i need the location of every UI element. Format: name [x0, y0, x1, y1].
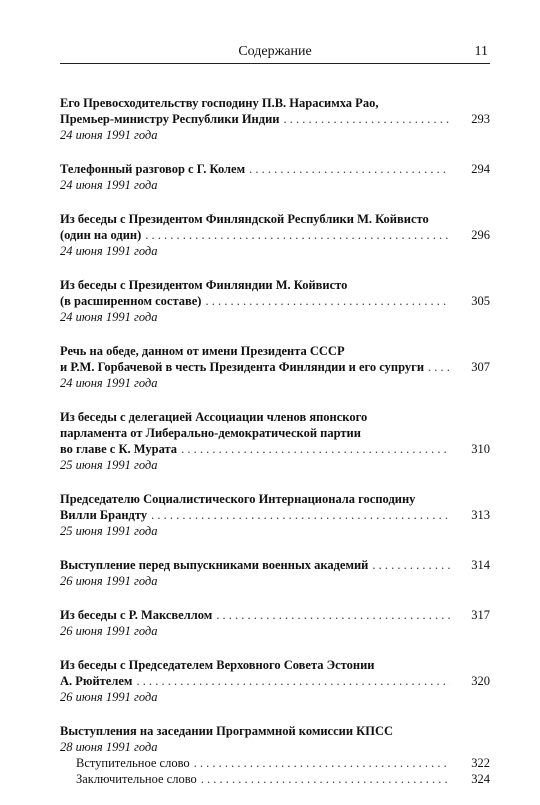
toc-entry: [60, 657, 490, 705]
toc-entry-date: 24 июня 1991 года: [60, 178, 158, 192]
toc-entry-title: Из беседы с Президентом Финляндской Республики М. Койвисто: [60, 212, 429, 226]
toc-entry-title: Телефонный разговор с Г. Колем: [60, 162, 246, 176]
toc-page-number: 317: [471, 608, 490, 622]
toc-entry-date: 26 июня 1991 года: [60, 690, 158, 704]
toc-subentry: [60, 771, 490, 787]
toc-page-number: 314: [471, 558, 490, 572]
toc-entry-title-line: [60, 491, 490, 507]
toc-page-number: 320: [471, 674, 490, 688]
toc-entry-title-line: [60, 95, 490, 111]
toc-entry: [60, 409, 490, 473]
toc-entry-date: 24 июня 1991 года: [60, 244, 158, 258]
toc-entry-title-line: [60, 211, 490, 227]
toc-entry-title-line: [60, 111, 490, 127]
toc-entry-title-line: [60, 359, 490, 375]
toc-entry-title: Премьер-министру Республики Индии: [60, 112, 280, 126]
toc-entry-title: А. Рюйтелем: [60, 674, 133, 688]
toc-subentry: [60, 755, 490, 771]
toc-entry-date: 25 июня 1991 года: [60, 524, 158, 538]
toc-entry-title: Речь на обеде, данном от имени Президента СССР: [60, 344, 345, 358]
toc-entry-title: Из беседы с Председателем Верховного Совета Эстонии: [60, 658, 375, 672]
toc-page-number: 294: [471, 162, 490, 176]
toc-entry-title-line: [60, 441, 490, 457]
dot-leader: [372, 557, 450, 573]
toc-entry: [60, 343, 490, 391]
toc-entry: [60, 161, 490, 193]
toc-page-number: 307: [471, 360, 490, 374]
toc-entry-date: 26 июня 1991 года: [60, 624, 158, 638]
dot-leader: [181, 441, 450, 457]
toc-page-number: 305: [471, 294, 490, 308]
toc-entry-title-line: [60, 607, 490, 623]
toc-subentry-label: Заключительное слово: [76, 772, 197, 786]
table-of-contents: [60, 95, 490, 805]
toc-entry-title: Выступление перед выпускниками военных академий: [60, 558, 369, 572]
toc-entry-date: 24 июня 1991 года: [60, 128, 158, 142]
toc-entry-title-line: [60, 161, 490, 177]
toc-page-number: 324: [471, 772, 490, 786]
dot-leader: [201, 771, 450, 787]
toc-entry: [60, 557, 490, 589]
header-title: Содержание: [238, 44, 312, 59]
toc-entry-title: (один на один): [60, 228, 142, 242]
toc-entry-date: 25 июня 1991 года: [60, 458, 158, 472]
toc-entry-title-line: [60, 507, 490, 523]
toc-entry-title: Председателю Социалистического Интернационала господину: [60, 492, 416, 506]
toc-entry-title: Выступления на заседании Программной комиссии КПСС: [60, 724, 394, 738]
dot-leader: [151, 507, 450, 523]
toc-page-number: 322: [471, 756, 490, 770]
toc-entry-date: 28 июня 1991 года: [60, 740, 158, 754]
toc-entry-title-line: [60, 425, 490, 441]
toc-entry-title-line: [60, 673, 490, 689]
toc-entry: [60, 277, 490, 325]
toc-entry: [60, 95, 490, 143]
toc-entry-title-line: [60, 409, 490, 425]
toc-entry-title-line: [60, 723, 490, 739]
running-header: [60, 41, 490, 64]
toc-entry-title: во главе с К. Мурата: [60, 442, 178, 456]
toc-entry-title: Вилли Брандту: [60, 508, 148, 522]
toc-page-number: 310: [471, 442, 490, 456]
toc-entry-date: 26 июня 1991 года: [60, 574, 158, 588]
toc-entry-title: Его Превосходительству господину П.В. Нарасимха Рао,: [60, 96, 379, 110]
toc-entry-title-line: [60, 277, 490, 293]
toc-entry-title-line: [60, 657, 490, 673]
toc-entry-title: Из беседы с делегацией Ассоциации членов японского: [60, 410, 368, 424]
dot-leader: [194, 755, 450, 771]
toc-entry-title: парламента от Либерально-демократической партии: [60, 426, 361, 440]
toc-entry-title-line: [60, 343, 490, 359]
toc-entry-title: Из беседы с Президентом Финляндии М. Койвисто: [60, 278, 348, 292]
toc-subentry-label: Вступительное слово: [76, 756, 190, 770]
toc-entry-title: Из беседы с Р. Максвеллом: [60, 608, 213, 622]
toc-entry-title-line: [60, 293, 490, 309]
toc-page-number: 296: [471, 228, 490, 242]
toc-page-number: 293: [471, 112, 490, 126]
dot-leader: [249, 161, 450, 177]
toc-entry: [60, 211, 490, 259]
toc-entry-title-line: [60, 557, 490, 573]
toc-entry-title-line: [60, 227, 490, 243]
toc-entry: [60, 723, 490, 787]
dot-leader: [216, 607, 450, 623]
toc-entry: [60, 491, 490, 539]
dot-leader: [428, 359, 450, 375]
toc-page-number: 313: [471, 508, 490, 522]
toc-entry-date: 24 июня 1991 года: [60, 310, 158, 324]
dot-leader: [145, 227, 450, 243]
page-number: 11: [474, 44, 488, 59]
toc-entry: [60, 607, 490, 639]
dot-leader: [136, 673, 450, 689]
dot-leader: [283, 111, 450, 127]
toc-entry-title: и Р.М. Горбачевой в честь Президента Финляндии и его супруги: [60, 360, 425, 374]
dot-leader: [205, 293, 450, 309]
toc-entry-date: 24 июня 1991 года: [60, 376, 158, 390]
toc-entry-title: (в расширенном составе): [60, 294, 202, 308]
